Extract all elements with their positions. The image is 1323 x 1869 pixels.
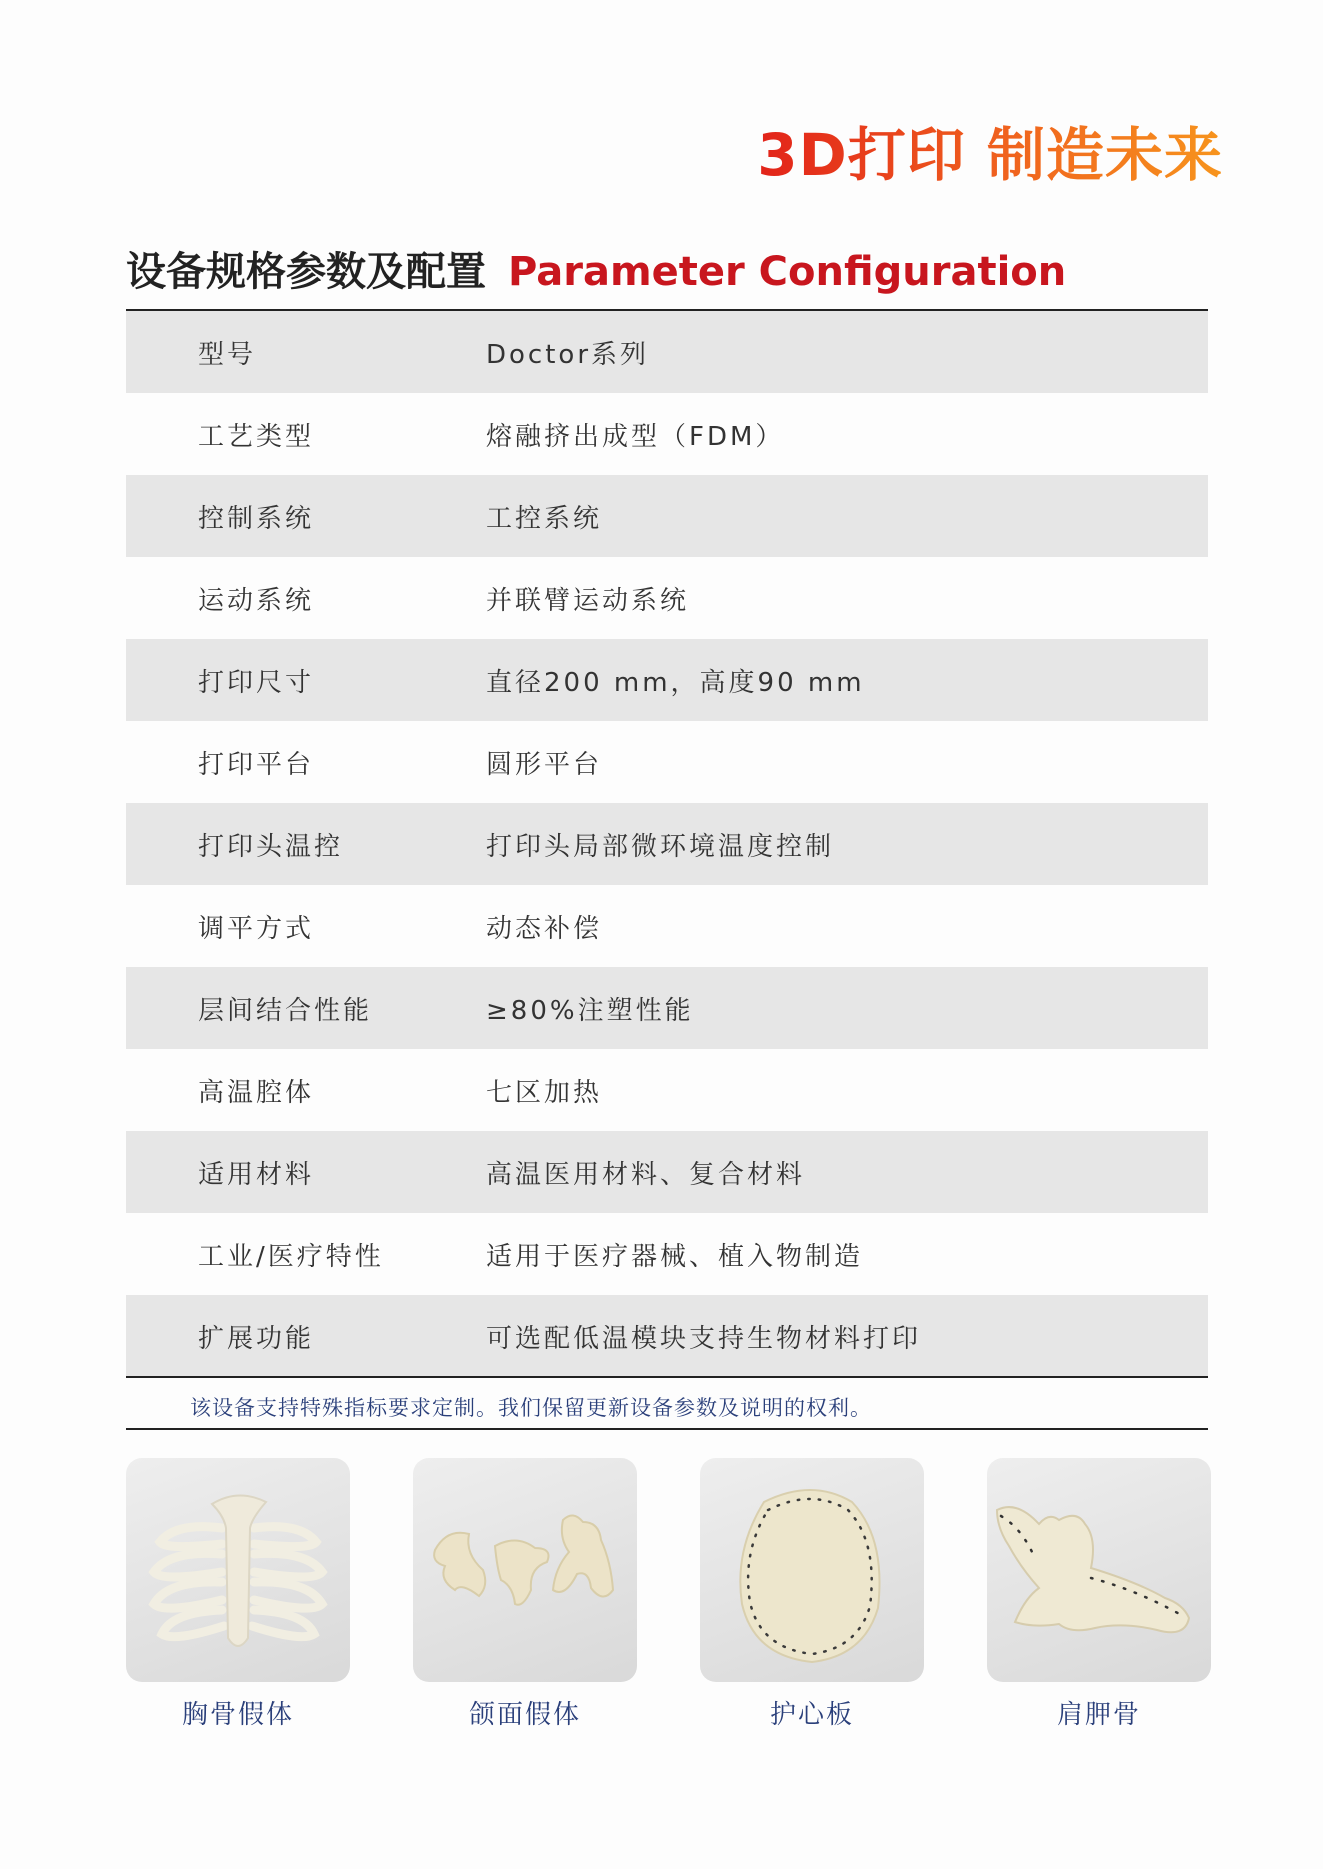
param-value: ≥80%注塑性能 [486, 995, 694, 1026]
param-label: 适用材料 [198, 1159, 315, 1190]
table-row [126, 967, 1208, 1049]
param-value: 动态补偿 [486, 913, 603, 944]
table-row [126, 803, 1208, 885]
param-value: 七区加热 [486, 1077, 603, 1108]
param-value: 圆形平台 [486, 749, 603, 780]
product-gallery [126, 1458, 1210, 1748]
gallery-card [126, 1458, 350, 1731]
table-row [126, 1213, 1208, 1295]
gallery-card [700, 1458, 924, 1731]
table-row [126, 721, 1208, 803]
param-value: 适用于医疗器械、植入物制造 [486, 1241, 864, 1272]
parameter-table [126, 311, 1208, 1377]
param-label: 扩展功能 [198, 1323, 315, 1354]
section-title-en: Parameter Configuration [508, 249, 1067, 295]
param-value: 并联臂运动系统 [486, 585, 690, 616]
table-row [126, 393, 1208, 475]
param-value: 熔融挤出成型（FDM） [486, 421, 785, 452]
table-row [126, 311, 1208, 393]
gallery-caption: 颌面假体 [468, 1700, 581, 1730]
heart-shield-plate-icon [700, 1458, 924, 1682]
param-value: 直径200 mm，高度90 mm [486, 667, 865, 698]
maxillofacial-prosthesis-icon [413, 1458, 637, 1682]
ribcage-prosthesis-icon [126, 1458, 350, 1682]
param-value: 可选配低温模块支持生物材料打印 [486, 1323, 922, 1354]
param-label: 打印头温控 [198, 831, 344, 862]
table-row [126, 557, 1208, 639]
table-row [126, 1049, 1208, 1131]
param-label: 工艺类型 [198, 421, 315, 452]
gallery-card [413, 1458, 637, 1731]
param-value: 高温医用材料、复合材料 [486, 1159, 806, 1190]
section-title [126, 240, 1066, 297]
table-row [126, 885, 1208, 967]
gallery-caption: 胸骨假体 [181, 1700, 294, 1730]
param-label: 调平方式 [198, 913, 315, 944]
table-row [126, 475, 1208, 557]
param-value: Doctor系列 [486, 339, 650, 370]
table-bottom-divider [126, 1376, 1208, 1378]
scapula-prosthesis-icon [987, 1458, 1211, 1682]
disclaimer-note: 该设备支持特殊指标要求定制。我们保留更新设备参数及说明的权利。 [190, 1396, 872, 1420]
note-divider [126, 1428, 1208, 1430]
param-value: 工控系统 [486, 503, 603, 534]
param-label: 打印尺寸 [198, 667, 315, 698]
param-label: 控制系统 [198, 503, 315, 534]
table-row [126, 1295, 1208, 1377]
slogan: 3D打印 制造未来 [757, 108, 1223, 192]
gallery-caption: 肩胛骨 [1056, 1700, 1141, 1730]
param-label: 工业/医疗特性 [198, 1241, 384, 1272]
gallery-card [987, 1458, 1211, 1731]
table-row [126, 639, 1208, 721]
table-row [126, 1131, 1208, 1213]
param-value: 打印头局部微环境温度控制 [486, 831, 835, 862]
param-label: 型号 [198, 339, 257, 370]
param-label: 高温腔体 [198, 1077, 315, 1108]
gallery-caption: 护心板 [769, 1700, 854, 1730]
param-label: 层间结合性能 [198, 995, 373, 1026]
param-label: 打印平台 [198, 749, 315, 780]
param-label: 运动系统 [198, 585, 315, 616]
section-title-zh: 设备规格参数及配置 [126, 249, 486, 295]
